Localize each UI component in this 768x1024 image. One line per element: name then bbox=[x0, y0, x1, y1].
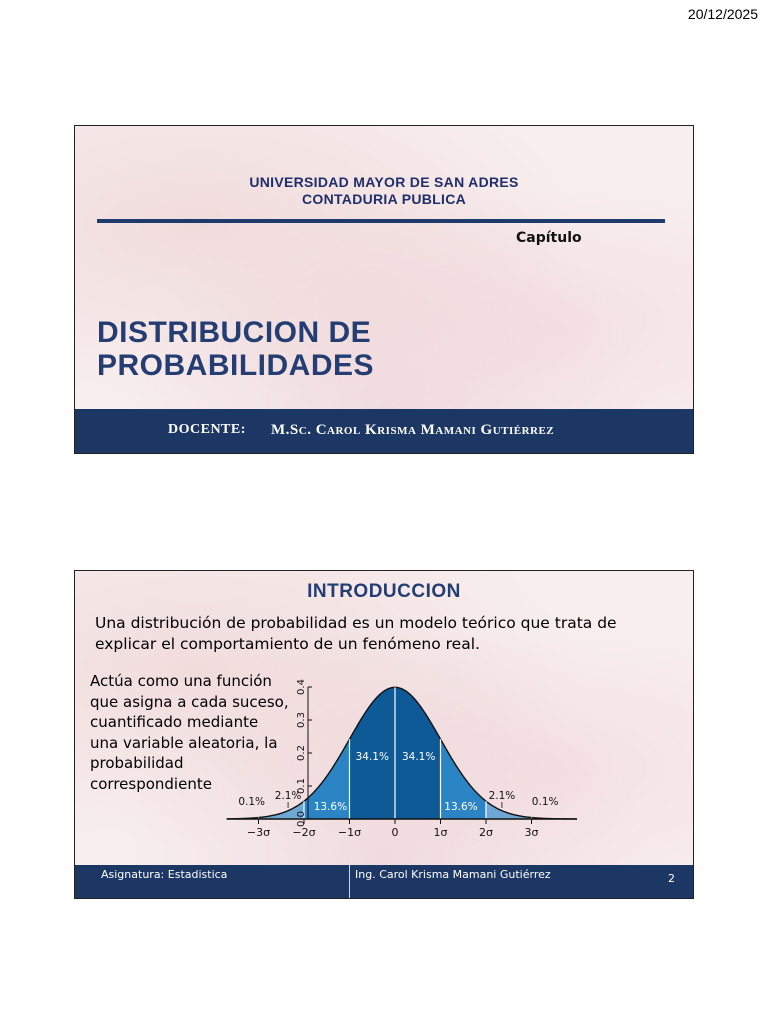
side-text: Actúa como una función que asigna a cada suceso, cuantificado mediante una variable aleatoria, la probabilidad correspondiente bbox=[90, 672, 289, 793]
y-tick-label: 0.2 bbox=[296, 745, 307, 761]
university-header bbox=[75, 174, 693, 208]
region-label: 34.1% bbox=[401, 751, 436, 763]
header-divider bbox=[97, 219, 665, 223]
chapter-label: Capítulo bbox=[516, 230, 582, 246]
x-tick-label: 2σ bbox=[479, 826, 493, 839]
region-label: 2.1% bbox=[274, 790, 302, 802]
title-slide bbox=[74, 125, 694, 454]
slide-title-line2: PROBABILIDADES bbox=[97, 349, 375, 382]
region-label: 34.1% bbox=[355, 751, 389, 763]
x-tick-label: 3σ bbox=[524, 826, 539, 839]
intro-slide bbox=[74, 570, 694, 899]
x-ticks bbox=[247, 819, 539, 839]
intro-title: INTRODUCCION bbox=[307, 581, 461, 602]
region-label: 0.1% bbox=[531, 796, 559, 808]
docente-name: M.Sc. Carol Krisma Mamani Gutiérrez bbox=[271, 422, 555, 438]
y-tick-label: 0.3 bbox=[296, 712, 307, 728]
faculty-name: CONTADURIA PUBLICA bbox=[301, 191, 467, 207]
footer-page-number: 2 bbox=[668, 872, 675, 885]
footer-author: Ing. Carol Krisma Mamani Gutiérrez bbox=[355, 868, 551, 881]
x-tick-label: −3σ bbox=[246, 826, 271, 839]
intro-paragraph: Una distribución de probabilidad es un modelo teórico que trata de explicar el comportamiento de un fenómeno real. bbox=[95, 614, 617, 653]
page-date: 20/12/2025 bbox=[687, 6, 758, 22]
x-tick-label: 1σ bbox=[433, 826, 448, 839]
footer-separator bbox=[349, 865, 350, 898]
y-tick-label: 0.4 bbox=[296, 679, 307, 695]
slide-title-line1: DISTRIBUCION DE bbox=[97, 316, 372, 349]
region-label: 2.1% bbox=[488, 790, 516, 802]
university-name: UNIVERSIDAD MAYOR DE SAN ADRES bbox=[249, 174, 519, 190]
x-tick-label: −1σ bbox=[337, 826, 362, 839]
normal-distribution-chart bbox=[238, 674, 665, 844]
region-label: 0.1% bbox=[238, 796, 266, 808]
region-label: 13.6% bbox=[313, 801, 348, 813]
y-tick-label: 0.1 bbox=[296, 778, 307, 794]
slide-title bbox=[97, 316, 374, 382]
region-label: 13.6% bbox=[444, 801, 478, 813]
docente-label: DOCENTE: bbox=[168, 422, 246, 437]
footer-subject: Asignatura: Estadistica bbox=[101, 868, 228, 881]
footer-bar bbox=[75, 865, 693, 898]
x-tick-label: 0 bbox=[391, 826, 399, 839]
x-tick-label: −2σ bbox=[292, 826, 316, 839]
docente-bar bbox=[75, 409, 693, 453]
y-tick-label: 0.0 bbox=[296, 811, 307, 827]
